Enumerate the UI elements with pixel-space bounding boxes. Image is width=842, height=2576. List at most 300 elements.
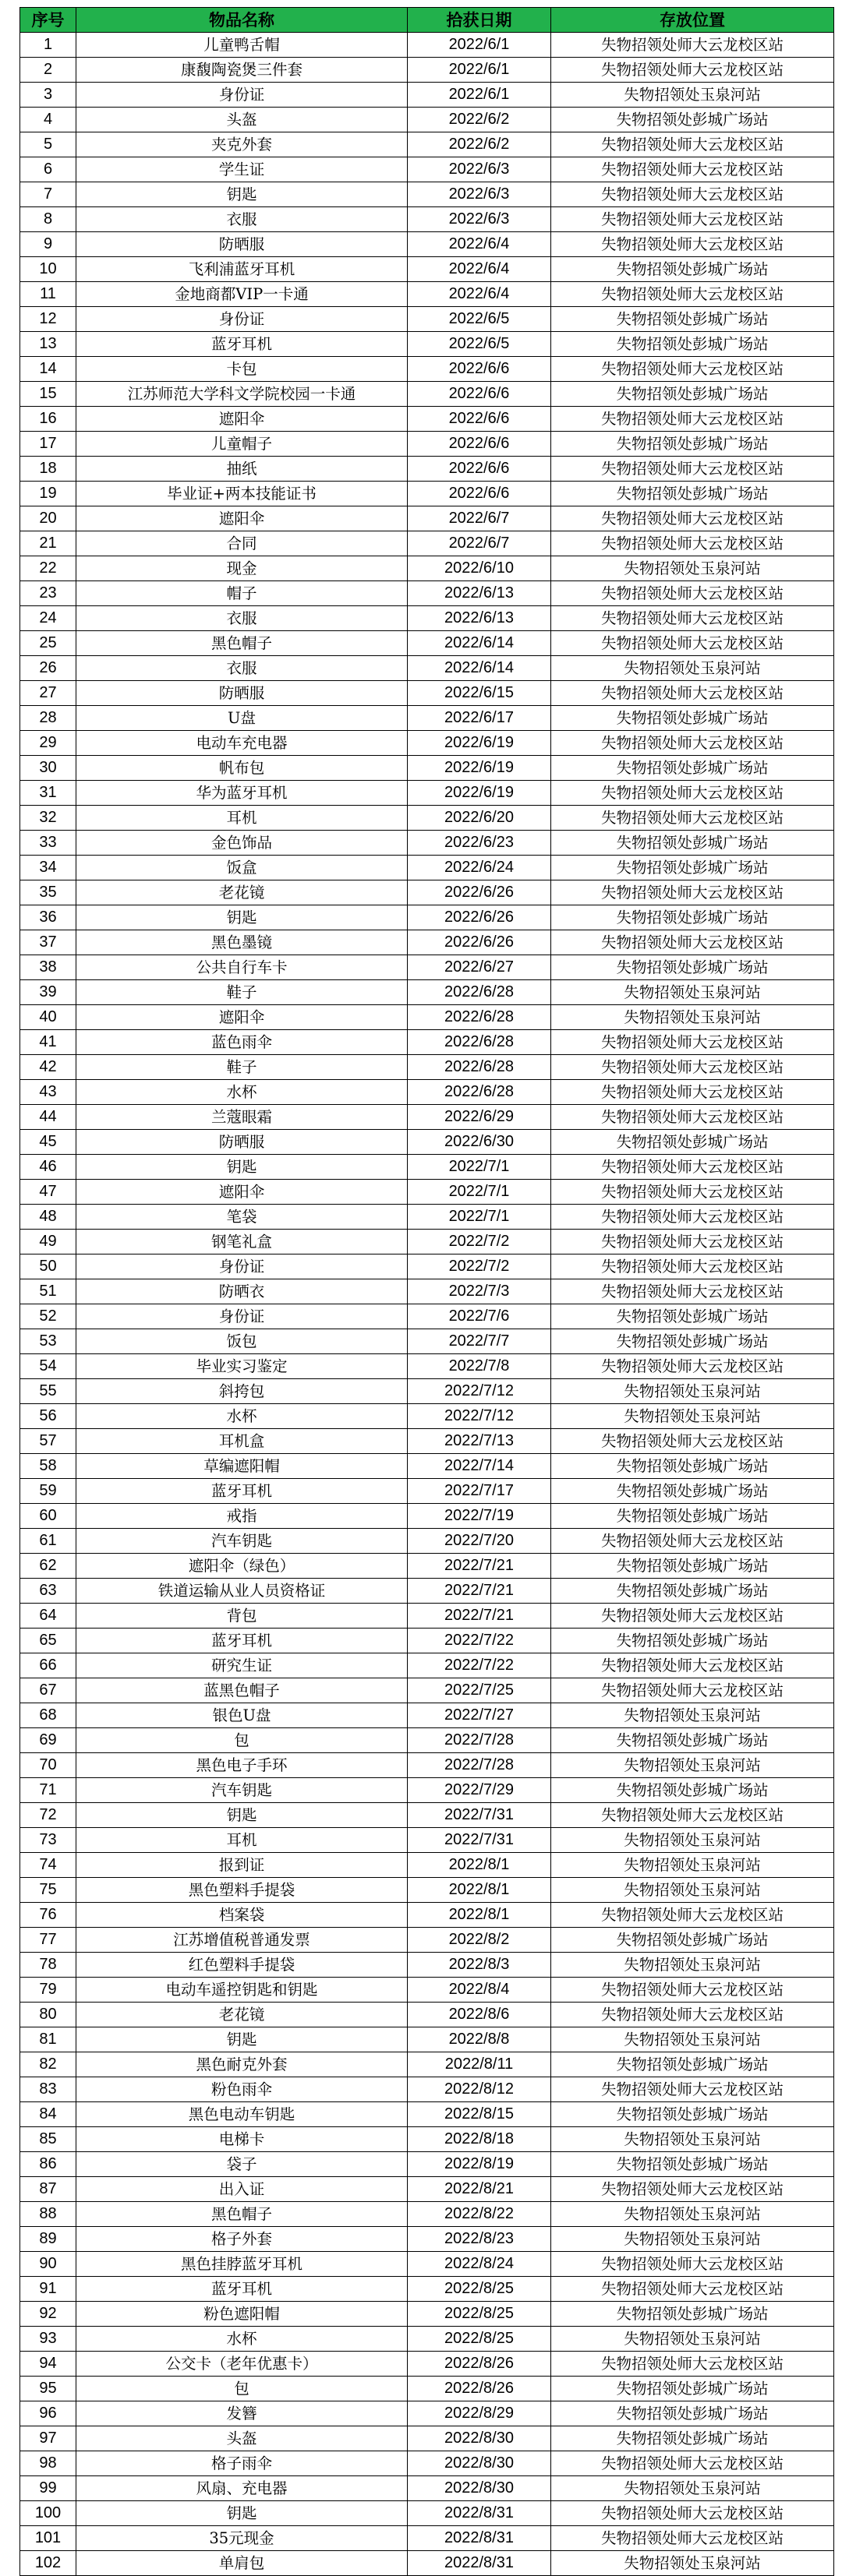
item-name-cell: U盘 bbox=[76, 706, 408, 731]
serial-cell: 71 bbox=[20, 1778, 76, 1803]
table-row bbox=[20, 656, 834, 681]
table-row bbox=[20, 1953, 834, 1978]
found-date-cell: 2022/8/30 bbox=[408, 2426, 551, 2451]
item-name-cell: 夹克外套 bbox=[76, 132, 408, 157]
serial-cell: 21 bbox=[20, 531, 76, 556]
location-cell: 失物招领处师大云龙校区站 bbox=[551, 781, 834, 806]
item-name-cell: 鞋子 bbox=[76, 980, 408, 1005]
table-row bbox=[20, 2102, 834, 2127]
item-name-cell: 遮阳伞 bbox=[76, 407, 408, 432]
serial-cell: 25 bbox=[20, 631, 76, 656]
found-date-cell: 2022/7/1 bbox=[408, 1180, 551, 1205]
location-cell: 失物招领处玉泉河站 bbox=[551, 1953, 834, 1978]
table-row bbox=[20, 232, 834, 257]
serial-cell: 8 bbox=[20, 207, 76, 232]
table-row bbox=[20, 2501, 834, 2526]
item-name-cell: 银色U盘 bbox=[76, 1703, 408, 1728]
serial-cell: 49 bbox=[20, 1230, 76, 1254]
location-cell: 失物招领处师大云龙校区站 bbox=[551, 2277, 834, 2302]
location-cell: 失物招领处玉泉河站 bbox=[551, 656, 834, 681]
table-row bbox=[20, 1529, 834, 1554]
location-cell: 失物招领处彭城广场站 bbox=[551, 1454, 834, 1479]
serial-cell: 34 bbox=[20, 856, 76, 880]
table-row bbox=[20, 1978, 834, 2003]
location-cell: 失物招领处玉泉河站 bbox=[551, 1853, 834, 1878]
item-name-cell: 华为蓝牙耳机 bbox=[76, 781, 408, 806]
location-cell: 失物招领处师大云龙校区站 bbox=[551, 1230, 834, 1254]
location-cell: 失物招领处彭城广场站 bbox=[551, 831, 834, 856]
item-name-cell: 身份证 bbox=[76, 1254, 408, 1279]
found-date-cell: 2022/8/24 bbox=[408, 2252, 551, 2277]
found-date-cell: 2022/7/22 bbox=[408, 1629, 551, 1653]
location-cell: 失物招领处师大云龙校区站 bbox=[551, 1429, 834, 1454]
lost-items-table bbox=[19, 7, 834, 2576]
found-date-cell: 2022/6/1 bbox=[408, 33, 551, 58]
item-name-cell: 儿童鸭舌帽 bbox=[76, 33, 408, 58]
found-date-cell: 2022/8/2 bbox=[408, 1928, 551, 1953]
serial-cell: 102 bbox=[20, 2551, 76, 2576]
table-row bbox=[20, 1778, 834, 1803]
found-date-cell: 2022/8/1 bbox=[408, 1853, 551, 1878]
serial-cell: 85 bbox=[20, 2127, 76, 2152]
found-date-cell: 2022/8/29 bbox=[408, 2401, 551, 2426]
serial-cell: 87 bbox=[20, 2177, 76, 2202]
location-cell: 失物招领处玉泉河站 bbox=[551, 556, 834, 581]
location-cell: 失物招领处玉泉河站 bbox=[551, 2227, 834, 2252]
serial-cell: 68 bbox=[20, 1703, 76, 1728]
found-date-cell: 2022/6/6 bbox=[408, 382, 551, 407]
location-cell: 失物招领处师大云龙校区站 bbox=[551, 457, 834, 482]
location-cell: 失物招领处师大云龙校区站 bbox=[551, 1354, 834, 1379]
location-cell: 失物招领处彭城广场站 bbox=[551, 1554, 834, 1579]
table-row bbox=[20, 2526, 834, 2551]
table-row bbox=[20, 955, 834, 980]
serial-cell: 39 bbox=[20, 980, 76, 1005]
serial-cell: 16 bbox=[20, 407, 76, 432]
serial-cell: 15 bbox=[20, 382, 76, 407]
table-row bbox=[20, 382, 834, 407]
item-name-cell: 老花镜 bbox=[76, 880, 408, 905]
serial-cell: 65 bbox=[20, 1629, 76, 1653]
location-cell: 失物招领处彭城广场站 bbox=[551, 307, 834, 332]
item-name-cell: 汽车钥匙 bbox=[76, 1778, 408, 1803]
location-cell: 失物招领处彭城广场站 bbox=[551, 1479, 834, 1504]
item-name-cell: 粉色遮阳帽 bbox=[76, 2302, 408, 2327]
item-name-cell: 遮阳伞 bbox=[76, 1180, 408, 1205]
found-date-cell: 2022/7/3 bbox=[408, 1279, 551, 1304]
found-date-cell: 2022/8/25 bbox=[408, 2302, 551, 2327]
found-date-cell: 2022/7/13 bbox=[408, 1429, 551, 1454]
table-row bbox=[20, 1878, 834, 1903]
found-date-cell: 2022/7/12 bbox=[408, 1404, 551, 1429]
found-date-cell: 2022/6/5 bbox=[408, 332, 551, 357]
location-cell: 失物招领处师大云龙校区站 bbox=[551, 407, 834, 432]
item-name-cell: 头盔 bbox=[76, 108, 408, 132]
table-row bbox=[20, 1828, 834, 1853]
serial-cell: 74 bbox=[20, 1853, 76, 1878]
item-name-cell: 风扇、充电器 bbox=[76, 2476, 408, 2501]
item-name-cell: 格子外套 bbox=[76, 2227, 408, 2252]
item-name-cell: 蓝牙耳机 bbox=[76, 332, 408, 357]
table-row bbox=[20, 1180, 834, 1205]
found-date-cell: 2022/6/6 bbox=[408, 407, 551, 432]
item-name-cell: 蓝牙耳机 bbox=[76, 1629, 408, 1653]
location-cell: 失物招领处师大云龙校区站 bbox=[551, 531, 834, 556]
item-name-cell: 黑色耐克外套 bbox=[76, 2052, 408, 2077]
table-row bbox=[20, 980, 834, 1005]
found-date-cell: 2022/7/1 bbox=[408, 1155, 551, 1180]
table-row bbox=[20, 2003, 834, 2027]
item-name-cell: 蓝黑色帽子 bbox=[76, 1678, 408, 1703]
location-cell: 失物招领处玉泉河站 bbox=[551, 1878, 834, 1903]
item-name-cell: 钢笔礼盒 bbox=[76, 1230, 408, 1254]
serial-cell: 22 bbox=[20, 556, 76, 581]
location-cell: 失物招领处师大云龙校区站 bbox=[551, 2352, 834, 2377]
item-name-cell: 钥匙 bbox=[76, 1803, 408, 1828]
location-cell: 失物招领处师大云龙校区站 bbox=[551, 581, 834, 606]
table-row bbox=[20, 1030, 834, 1055]
found-date-cell: 2022/8/1 bbox=[408, 1878, 551, 1903]
serial-cell: 2 bbox=[20, 58, 76, 83]
item-name-cell: 饭盒 bbox=[76, 856, 408, 880]
found-date-cell: 2022/6/23 bbox=[408, 831, 551, 856]
serial-cell: 101 bbox=[20, 2526, 76, 2551]
location-cell: 失物招领处师大云龙校区站 bbox=[551, 1903, 834, 1928]
serial-cell: 36 bbox=[20, 905, 76, 930]
item-name-cell: 合同 bbox=[76, 531, 408, 556]
location-cell: 失物招领处彭城广场站 bbox=[551, 2401, 834, 2426]
item-name-cell: 身份证 bbox=[76, 83, 408, 108]
found-date-cell: 2022/6/15 bbox=[408, 681, 551, 706]
location-cell: 失物招领处彭城广场站 bbox=[551, 2426, 834, 2451]
found-date-cell: 2022/7/29 bbox=[408, 1778, 551, 1803]
header-found-date: 拾获日期 bbox=[408, 8, 551, 33]
found-date-cell: 2022/7/31 bbox=[408, 1803, 551, 1828]
item-name-cell: 抽纸 bbox=[76, 457, 408, 482]
serial-cell: 95 bbox=[20, 2377, 76, 2401]
serial-cell: 9 bbox=[20, 232, 76, 257]
location-cell: 失物招领处师大云龙校区站 bbox=[551, 1254, 834, 1279]
table-row bbox=[20, 1105, 834, 1130]
table-row bbox=[20, 681, 834, 706]
serial-cell: 63 bbox=[20, 1579, 76, 1604]
found-date-cell: 2022/6/28 bbox=[408, 1030, 551, 1055]
item-name-cell: 蓝牙耳机 bbox=[76, 1479, 408, 1504]
item-name-cell: 粉色雨伞 bbox=[76, 2077, 408, 2102]
item-name-cell: 卡包 bbox=[76, 357, 408, 382]
found-date-cell: 2022/6/30 bbox=[408, 1130, 551, 1155]
serial-cell: 67 bbox=[20, 1678, 76, 1703]
found-date-cell: 2022/7/21 bbox=[408, 1579, 551, 1604]
location-cell: 失物招领处师大云龙校区站 bbox=[551, 132, 834, 157]
table-row bbox=[20, 2252, 834, 2277]
table-row bbox=[20, 1254, 834, 1279]
found-date-cell: 2022/6/3 bbox=[408, 157, 551, 182]
location-cell: 失物招领处师大云龙校区站 bbox=[551, 2451, 834, 2476]
serial-cell: 38 bbox=[20, 955, 76, 980]
serial-cell: 47 bbox=[20, 1180, 76, 1205]
location-cell: 失物招领处师大云龙校区站 bbox=[551, 1055, 834, 1080]
location-cell: 失物招领处彭城广场站 bbox=[551, 905, 834, 930]
item-name-cell: 衣服 bbox=[76, 606, 408, 631]
found-date-cell: 2022/8/25 bbox=[408, 2277, 551, 2302]
location-cell: 失物招领处玉泉河站 bbox=[551, 1703, 834, 1728]
found-date-cell: 2022/6/2 bbox=[408, 108, 551, 132]
table-row bbox=[20, 132, 834, 157]
found-date-cell: 2022/7/2 bbox=[408, 1254, 551, 1279]
table-row bbox=[20, 781, 834, 806]
item-name-cell: 毕业实习鉴定 bbox=[76, 1354, 408, 1379]
serial-cell: 88 bbox=[20, 2202, 76, 2227]
item-name-cell: 帆布包 bbox=[76, 756, 408, 781]
location-cell: 失物招领处彭城广场站 bbox=[551, 2152, 834, 2177]
table-row bbox=[20, 1080, 834, 1105]
table-row bbox=[20, 332, 834, 357]
serial-cell: 37 bbox=[20, 930, 76, 955]
item-name-cell: 衣服 bbox=[76, 656, 408, 681]
location-cell: 失物招领处师大云龙校区站 bbox=[551, 1604, 834, 1629]
found-date-cell: 2022/6/7 bbox=[408, 506, 551, 531]
table-row bbox=[20, 33, 834, 58]
item-name-cell: 江苏师范大学科文学院校园一卡通 bbox=[76, 382, 408, 407]
item-name-cell: 耳机盒 bbox=[76, 1429, 408, 1454]
serial-cell: 45 bbox=[20, 1130, 76, 1155]
found-date-cell: 2022/6/7 bbox=[408, 531, 551, 556]
serial-cell: 43 bbox=[20, 1080, 76, 1105]
found-date-cell: 2022/6/1 bbox=[408, 58, 551, 83]
item-name-cell: 背包 bbox=[76, 1604, 408, 1629]
item-name-cell: 钥匙 bbox=[76, 182, 408, 207]
serial-cell: 66 bbox=[20, 1653, 76, 1678]
item-name-cell: 遮阳伞 bbox=[76, 1005, 408, 1030]
table-row bbox=[20, 1629, 834, 1653]
found-date-cell: 2022/7/1 bbox=[408, 1205, 551, 1230]
found-date-cell: 2022/7/25 bbox=[408, 1678, 551, 1703]
found-date-cell: 2022/6/4 bbox=[408, 257, 551, 282]
found-date-cell: 2022/6/28 bbox=[408, 1080, 551, 1105]
location-cell: 失物招领处师大云龙校区站 bbox=[551, 880, 834, 905]
table-row bbox=[20, 1554, 834, 1579]
serial-cell: 28 bbox=[20, 706, 76, 731]
found-date-cell: 2022/6/14 bbox=[408, 631, 551, 656]
table-row bbox=[20, 1005, 834, 1030]
serial-cell: 54 bbox=[20, 1354, 76, 1379]
item-name-cell: 耳机 bbox=[76, 1828, 408, 1853]
table-header bbox=[20, 8, 834, 33]
location-cell: 失物招领处彭城广场站 bbox=[551, 2302, 834, 2327]
location-cell: 失物招领处师大云龙校区站 bbox=[551, 1080, 834, 1105]
serial-cell: 75 bbox=[20, 1878, 76, 1903]
item-name-cell: 金色饰品 bbox=[76, 831, 408, 856]
found-date-cell: 2022/8/18 bbox=[408, 2127, 551, 2152]
item-name-cell: 档案袋 bbox=[76, 1903, 408, 1928]
serial-cell: 50 bbox=[20, 1254, 76, 1279]
item-name-cell: 草编遮阳帽 bbox=[76, 1454, 408, 1479]
found-date-cell: 2022/8/12 bbox=[408, 2077, 551, 2102]
table-row bbox=[20, 1055, 834, 1080]
table-row bbox=[20, 1728, 834, 1753]
serial-cell: 86 bbox=[20, 2152, 76, 2177]
found-date-cell: 2022/8/19 bbox=[408, 2152, 551, 2177]
table-row bbox=[20, 2052, 834, 2077]
table-row bbox=[20, 1604, 834, 1629]
item-name-cell: 黑色墨镜 bbox=[76, 930, 408, 955]
table-row bbox=[20, 880, 834, 905]
item-name-cell: 水杯 bbox=[76, 2327, 408, 2352]
serial-cell: 52 bbox=[20, 1304, 76, 1329]
serial-cell: 53 bbox=[20, 1329, 76, 1354]
item-name-cell: 电梯卡 bbox=[76, 2127, 408, 2152]
location-cell: 失物招领处师大云龙校区站 bbox=[551, 1978, 834, 2003]
table-row bbox=[20, 2352, 834, 2377]
serial-cell: 14 bbox=[20, 357, 76, 382]
found-date-cell: 2022/8/3 bbox=[408, 1953, 551, 1978]
found-date-cell: 2022/6/1 bbox=[408, 83, 551, 108]
table-row bbox=[20, 1205, 834, 1230]
serial-cell: 7 bbox=[20, 182, 76, 207]
item-name-cell: 35元现金 bbox=[76, 2526, 408, 2551]
location-cell: 失物招领处彭城广场站 bbox=[551, 108, 834, 132]
table-row bbox=[20, 1329, 834, 1354]
found-date-cell: 2022/7/28 bbox=[408, 1753, 551, 1778]
item-name-cell: 电动车遥控钥匙和钥匙 bbox=[76, 1978, 408, 2003]
location-cell: 失物招领处师大云龙校区站 bbox=[551, 2003, 834, 2027]
found-date-cell: 2022/8/15 bbox=[408, 2102, 551, 2127]
table-row bbox=[20, 1404, 834, 1429]
table-row bbox=[20, 606, 834, 631]
location-cell: 失物招领处彭城广场站 bbox=[551, 257, 834, 282]
location-cell: 失物招领处师大云龙校区站 bbox=[551, 606, 834, 631]
table-row bbox=[20, 1678, 834, 1703]
table-row bbox=[20, 1803, 834, 1828]
table-row bbox=[20, 631, 834, 656]
item-name-cell: 身份证 bbox=[76, 307, 408, 332]
table-row bbox=[20, 257, 834, 282]
location-cell: 失物招领处师大云龙校区站 bbox=[551, 681, 834, 706]
serial-cell: 61 bbox=[20, 1529, 76, 1554]
table-row bbox=[20, 2202, 834, 2227]
item-name-cell: 电动车充电器 bbox=[76, 731, 408, 756]
serial-cell: 78 bbox=[20, 1953, 76, 1978]
table-row bbox=[20, 731, 834, 756]
found-date-cell: 2022/6/6 bbox=[408, 457, 551, 482]
item-name-cell: 汽车钥匙 bbox=[76, 1529, 408, 1554]
item-name-cell: 黑色挂脖蓝牙耳机 bbox=[76, 2252, 408, 2277]
found-date-cell: 2022/7/8 bbox=[408, 1354, 551, 1379]
location-cell: 失物招领处玉泉河站 bbox=[551, 2027, 834, 2052]
table-row bbox=[20, 556, 834, 581]
location-cell: 失物招领处师大云龙校区站 bbox=[551, 1279, 834, 1304]
location-cell: 失物招领处玉泉河站 bbox=[551, 1753, 834, 1778]
location-cell: 失物招领处师大云龙校区站 bbox=[551, 1105, 834, 1130]
item-name-cell: 身份证 bbox=[76, 1304, 408, 1329]
found-date-cell: 2022/7/6 bbox=[408, 1304, 551, 1329]
found-date-cell: 2022/7/21 bbox=[408, 1554, 551, 1579]
location-cell: 失物招领处玉泉河站 bbox=[551, 2327, 834, 2352]
serial-cell: 18 bbox=[20, 457, 76, 482]
serial-cell: 41 bbox=[20, 1030, 76, 1055]
table-row bbox=[20, 108, 834, 132]
found-date-cell: 2022/8/1 bbox=[408, 1903, 551, 1928]
location-cell: 失物招领处彭城广场站 bbox=[551, 382, 834, 407]
location-cell: 失物招领处师大云龙校区站 bbox=[551, 731, 834, 756]
location-cell: 失物招领处师大云龙校区站 bbox=[551, 930, 834, 955]
table-row bbox=[20, 2227, 834, 2252]
serial-cell: 20 bbox=[20, 506, 76, 531]
lost-and-found-sheet bbox=[19, 7, 833, 2576]
location-cell: 失物招领处师大云龙校区站 bbox=[551, 33, 834, 58]
item-name-cell: 笔袋 bbox=[76, 1205, 408, 1230]
item-name-cell: 蓝牙耳机 bbox=[76, 2277, 408, 2302]
serial-cell: 98 bbox=[20, 2451, 76, 2476]
table-row bbox=[20, 1279, 834, 1304]
serial-cell: 58 bbox=[20, 1454, 76, 1479]
table-row bbox=[20, 831, 834, 856]
found-date-cell: 2022/8/22 bbox=[408, 2202, 551, 2227]
serial-cell: 83 bbox=[20, 2077, 76, 2102]
location-cell: 失物招领处师大云龙校区站 bbox=[551, 2252, 834, 2277]
found-date-cell: 2022/6/29 bbox=[408, 1105, 551, 1130]
found-date-cell: 2022/8/26 bbox=[408, 2377, 551, 2401]
found-date-cell: 2022/7/7 bbox=[408, 1329, 551, 1354]
found-date-cell: 2022/8/30 bbox=[408, 2451, 551, 2476]
serial-cell: 94 bbox=[20, 2352, 76, 2377]
found-date-cell: 2022/7/2 bbox=[408, 1230, 551, 1254]
serial-cell: 44 bbox=[20, 1105, 76, 1130]
location-cell: 失物招领处师大云龙校区站 bbox=[551, 157, 834, 182]
table-row bbox=[20, 83, 834, 108]
serial-cell: 19 bbox=[20, 482, 76, 506]
table-row bbox=[20, 1653, 834, 1678]
found-date-cell: 2022/6/14 bbox=[408, 656, 551, 681]
table-row bbox=[20, 531, 834, 556]
item-name-cell: 红色塑料手提袋 bbox=[76, 1953, 408, 1978]
found-date-cell: 2022/8/8 bbox=[408, 2027, 551, 2052]
item-name-cell: 斜挎包 bbox=[76, 1379, 408, 1404]
table-row bbox=[20, 1304, 834, 1329]
location-cell: 失物招领处玉泉河站 bbox=[551, 2202, 834, 2227]
item-name-cell: 袋子 bbox=[76, 2152, 408, 2177]
found-date-cell: 2022/6/24 bbox=[408, 856, 551, 880]
item-name-cell: 钥匙 bbox=[76, 2027, 408, 2052]
serial-cell: 4 bbox=[20, 108, 76, 132]
item-name-cell: 包 bbox=[76, 2377, 408, 2401]
found-date-cell: 2022/6/3 bbox=[408, 182, 551, 207]
found-date-cell: 2022/6/6 bbox=[408, 357, 551, 382]
serial-cell: 5 bbox=[20, 132, 76, 157]
found-date-cell: 2022/8/30 bbox=[408, 2476, 551, 2501]
found-date-cell: 2022/8/26 bbox=[408, 2352, 551, 2377]
location-cell: 失物招领处玉泉河站 bbox=[551, 1404, 834, 1429]
found-date-cell: 2022/6/4 bbox=[408, 282, 551, 307]
serial-cell: 93 bbox=[20, 2327, 76, 2352]
item-name-cell: 防晒服 bbox=[76, 232, 408, 257]
location-cell: 失物招领处彭城广场站 bbox=[551, 1130, 834, 1155]
location-cell: 失物招领处玉泉河站 bbox=[551, 980, 834, 1005]
found-date-cell: 2022/6/26 bbox=[408, 930, 551, 955]
location-cell: 失物招领处彭城广场站 bbox=[551, 1579, 834, 1604]
location-cell: 失物招领处玉泉河站 bbox=[551, 83, 834, 108]
serial-cell: 89 bbox=[20, 2227, 76, 2252]
item-name-cell: 耳机 bbox=[76, 806, 408, 831]
found-date-cell: 2022/7/28 bbox=[408, 1728, 551, 1753]
serial-cell: 30 bbox=[20, 756, 76, 781]
found-date-cell: 2022/7/31 bbox=[408, 1828, 551, 1853]
found-date-cell: 2022/6/10 bbox=[408, 556, 551, 581]
table-row bbox=[20, 856, 834, 880]
item-name-cell: 水杯 bbox=[76, 1404, 408, 1429]
item-name-cell: 防晒衣 bbox=[76, 1279, 408, 1304]
